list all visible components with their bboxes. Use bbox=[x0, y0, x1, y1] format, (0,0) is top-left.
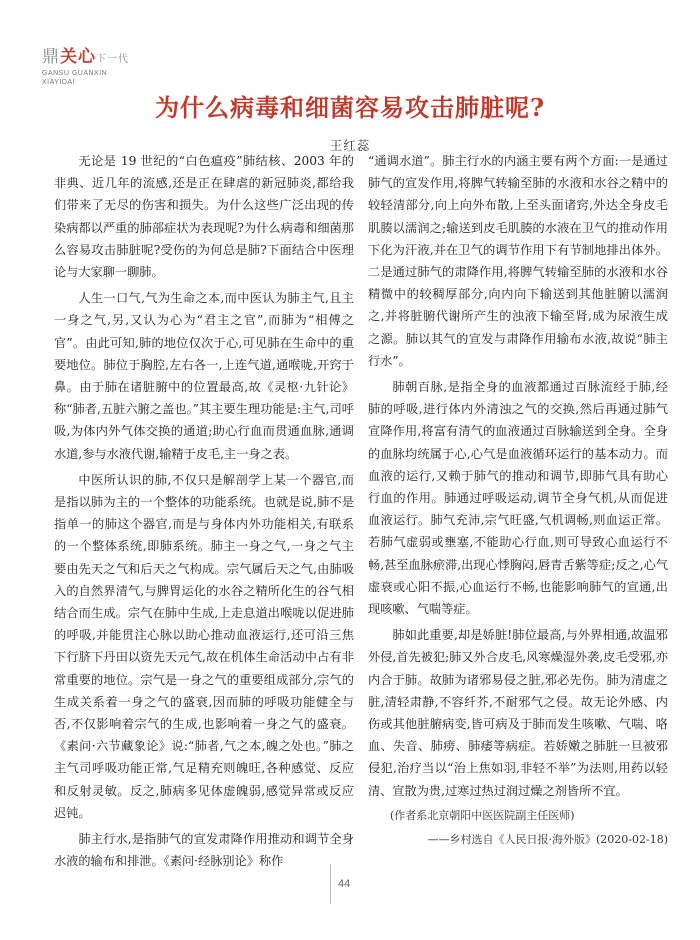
left-column bbox=[54, 150, 354, 877]
logo-accent: 关心 bbox=[60, 47, 96, 67]
logo-char: 鼎 bbox=[42, 47, 60, 67]
logo-english-line1: GANSU GUANXIN bbox=[42, 70, 108, 77]
author-note: (作者系北京朝阳中医医院副主任医师) bbox=[390, 808, 575, 822]
paragraph: 肺朝百脉,是指全身的血液都通过百脉流经于肺,经肺的呼吸,进行体内外清浊之气的交换,然后再通过肺气宣降作用,将富有清气的血液通过百脉输送到全身。全身的血脉均统属于心,心气是血液循环运行的基本动力。而血液的运行,又赖于肺气的推动和调节,即肺气具有助心行血的作用。肺通过呼吸运动,调节全身气机,从而促进血液运行。肺气充沛,宗气旺盛,气机调畅,则血运正常。若肺气虚弱或壅塞,不能助心行血,则可导致心血运行不畅,甚至血脉瘀滞,出现心悸胸闷,唇青舌紫等症;反之,心气虚衰或心阳不振,心血运行不畅,也能影响肺气的宣通,出现咳嗽、气喘等症。 bbox=[368, 380, 668, 617]
logo-suffix: 下一代 bbox=[96, 54, 129, 65]
right-column bbox=[368, 150, 668, 854]
paragraph-continued: “通调水道”。肺主行水的内涵主要有两个方面:一是通过肺气的宣发作用,将脾气转输至肺的水液和水谷之精中的较轻清部分,向上向外布散,上至头面诸窍,外达全身皮毛肌腠以濡润之;输送到皮毛肌腠的水液在卫气的推动作用下化为汗液,并在卫气的调节作用下有节制地排出体外。二是通过肺气的肃降作用,将脾气转输至肺的水液和水谷精微中的较稠厚部分,向内向下输送到其他脏腑以濡润之,并将脏腑代谢所产生的浊液下输至肾,成为尿液生成之源。肺以其气的宣发与肃降作用输布水液,故说“肺主行水”。 bbox=[368, 154, 668, 368]
footer-divider bbox=[330, 864, 331, 904]
paragraph: 人生一口气,气为生命之本,而中医认为肺主气,且主一身之气,另,又认为心为“君主之官”,而肺为“相傅之官”。由此可知,肺的地位仅次于心,可见肺在生命中的重要地位。肺位于胸腔,左右各一,上连气道,通喉咙,开窍于鼻。由于肺在诸脏腑中的位置最高,故《灵枢·九针论》称“肺者,五脏六腑之盖也。”其主要生理功能是:主气,司呼吸,为体内外气体交换的通道;助心行血而贯通血脉,通调水道,参与水液代谢,输精于皮毛,主一身之表。 bbox=[54, 291, 354, 461]
source-credit: ——乡村选自《人民日报·海外版》(2020-02-18) bbox=[427, 832, 668, 846]
article-author: 王红蕊 bbox=[329, 138, 371, 153]
paragraph: 肺如此重要,却是娇脏!肺位最高,与外界相通,故温邪外侵,首先被犯;肺又外合皮毛,风寒燥湿外袭,皮毛受邪,亦内合于肺。故肺为诸邪易侵之脏,邪必先伤。肺为清虚之脏,清轻肃静,不容纤芥,不耐邪气之侵。故无论外感、内伤或其他脏腑病变,皆可病及于肺而发生咳嗽、气喘、咯血、失音、肺痨、肺痿等病症。若娇嫩之肺脏一旦被邪侵犯,治疗当以“治上焦如羽,非轻不举”为法则,用药以轻清、宣散为贵,过寒过热过润过燥之剂皆所不宜。 bbox=[368, 628, 668, 798]
paragraph: 无论是 19 世纪的“白色瘟疫”肺结核、2003 年的非典、近几年的流感,还是正在肆虐的新冠肺炎,都给我们带来了无尽的伤害和损失。为什么这些广泛出现的传染病都以严重的肺部症状为表现呢?为什么病毒和细菌那么容易攻击肺脏呢?受伤的为何总是肺?下面结合中医理论与大家聊一聊肺。 bbox=[54, 154, 354, 280]
logo-english-line2: XIAYIDAI bbox=[42, 79, 76, 86]
paragraph: 肺主行水,是指肺气的宣发肃降作用推动和调节全身水液的输布和排泄。《素问·经脉别论》称作 bbox=[54, 832, 354, 869]
page-number: 44 bbox=[338, 878, 351, 890]
paragraph: 中医所认识的肺,不仅只是解剖学上某一个器官,而是指以肺为主的一个整体的功能系统。也就是说,肺不是指单一的肺这个器官,而是与身体内外功能相关,有联系的一个整体系统,即肺系统。肺主一身之气,一身之气主要由先天之气和后天之气构成。宗气属后天之气,由肺吸入的自然界清气,与脾胃运化的水谷之精所化生的谷气相结合而生成。宗气在肺中生成,上走息道出喉咙以促进肺的呼吸,并能贯注心脉以助心推动血液运行,还可沿三焦下行脐下丹田以资先天元气,故在机体生命活动中占有非常重要的地位。宗气是一身之气的重要组成部分,宗气的生成关系着一身之气的盛衰,因而肺的呼吸功能健全与否,不仅影响着宗气的生成,也影响着一身之气的盛衰。《素问·六节藏象论》说:“肺者,气之本,魄之处也。”肺之主气司呼吸功能正常,气足精充则魄旺,各种感觉、反应和反射灵敏。反之,肺病多见体虚魄弱,感觉异常或反应迟钝。 bbox=[54, 472, 354, 820]
article-title: 为什么病毒和细菌容易攻击肺脏呢? bbox=[154, 93, 546, 122]
